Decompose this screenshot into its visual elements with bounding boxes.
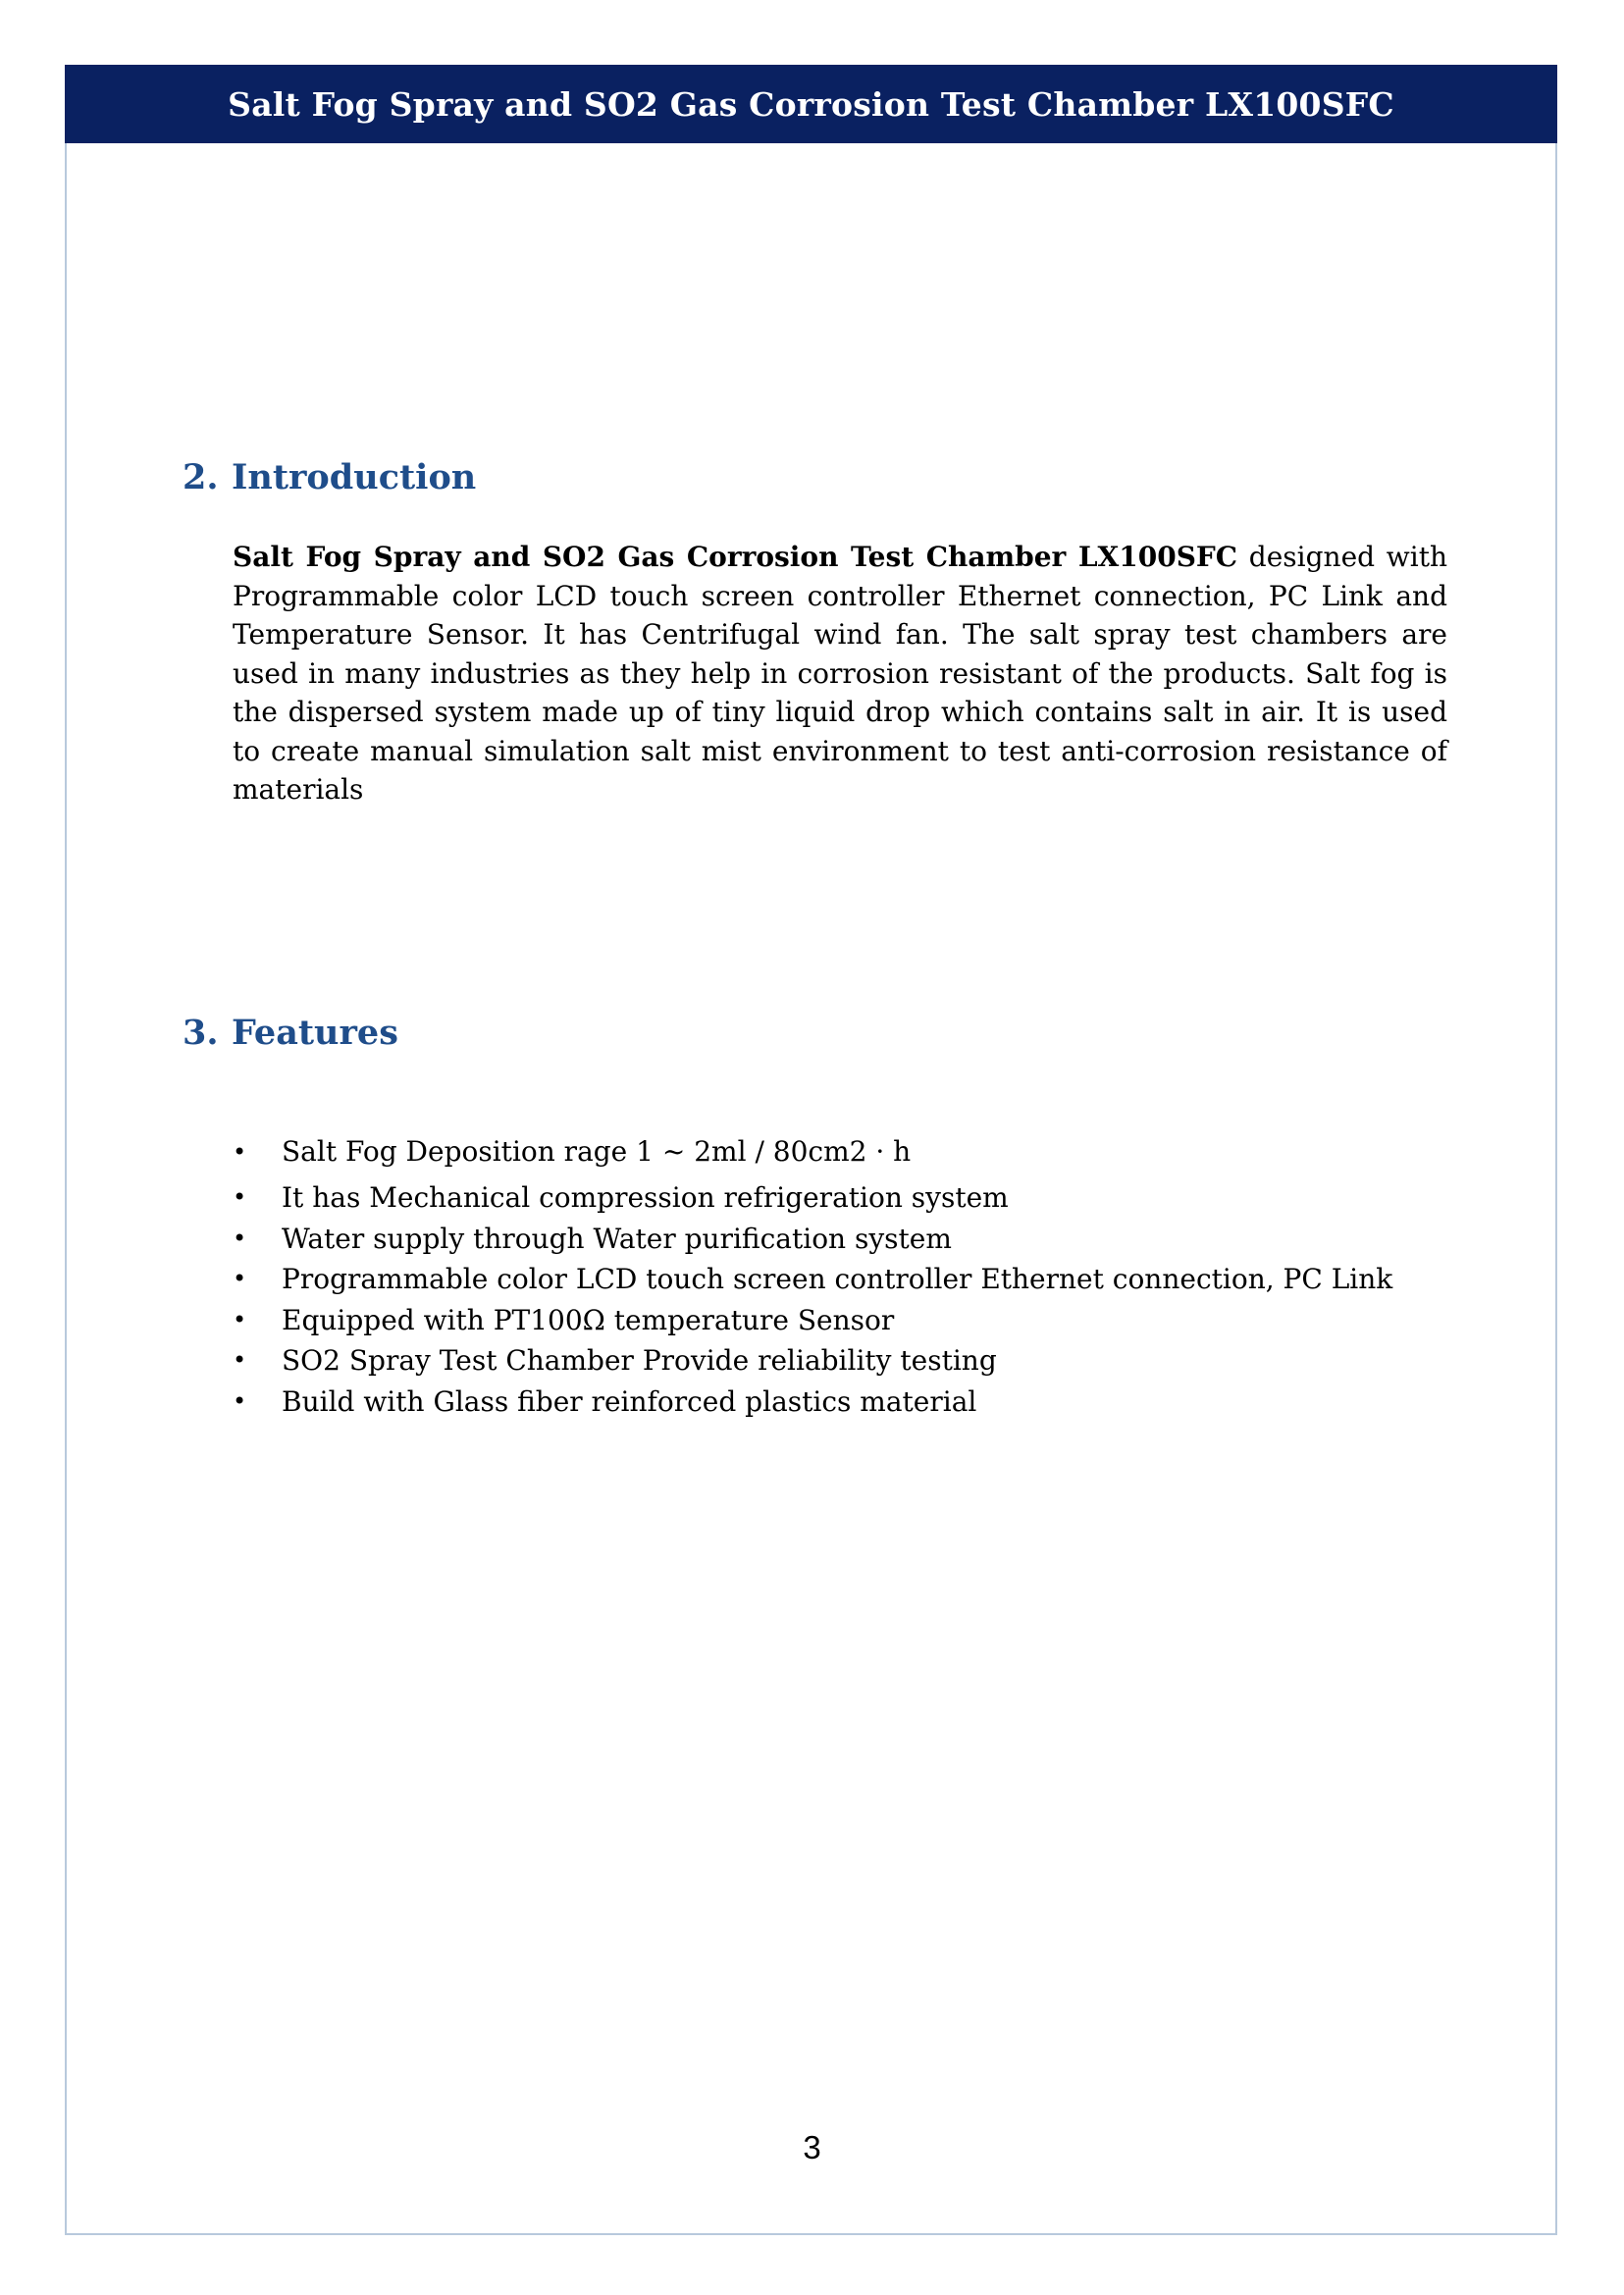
section-title: Introduction [232, 457, 477, 497]
list-item [233, 1128, 1459, 1177]
section-heading-introduction [183, 457, 476, 497]
list-item [233, 1300, 1459, 1341]
section-number: 3. [183, 1013, 219, 1053]
list-item [233, 1259, 1459, 1300]
feature-text: It has Mechanical compression refrigeration system [282, 1181, 1009, 1214]
page-number: 3 [803, 2129, 821, 2165]
introduction-lead: Salt Fog Spray and SO2 Gas Corrosion Test Chamber LX100SFC [233, 541, 1238, 573]
feature-text: Programmable color LCD touch screen controller Ethernet connection, PC Link [282, 1263, 1393, 1295]
bullet-icon: • [233, 1386, 247, 1415]
list-item [233, 1177, 1459, 1219]
bullet-icon: • [233, 1346, 247, 1374]
introduction-paragraph [233, 538, 1447, 809]
header-title: Salt Fog Spray and SO2 Gas Corrosion Test Chamber LX100SFC [228, 84, 1394, 124]
introduction-body: designed with Programmable color LCD touch screen controller Ethernet connection, PC Link and Temperature Sensor. It has Centrifugal wind fan. The salt spray test chambers are used in many industries as they help in corrosion resistant of the products. Salt fog is the dispersed system made up of tiny liquid drop which contains salt in air. It is used to create manual simulation salt mist environment to test anti-corrosion resistance of materials [233, 541, 1448, 806]
feature-text: Salt Fog Deposition rage 1 ~ 2ml / 80cm2 · h [282, 1135, 912, 1168]
bullet-icon: • [233, 1183, 247, 1211]
features-list [233, 1128, 1459, 1422]
bullet-icon: • [233, 1305, 247, 1333]
section-heading-features [183, 1013, 398, 1053]
feature-text: Equipped with PT100Ω temperature Sensor [282, 1303, 895, 1336]
feature-text: Build with Glass fiber reinforced plastics material [282, 1384, 977, 1418]
bullet-icon: • [233, 1224, 247, 1252]
feature-text: SO2 Spray Test Chamber Provide reliability testing [282, 1344, 997, 1377]
section-number: 2. [183, 457, 219, 497]
document-header [65, 65, 1557, 143]
section-title: Features [232, 1013, 398, 1053]
list-item [233, 1340, 1459, 1382]
bullet-icon: • [233, 1265, 247, 1292]
list-item [233, 1219, 1459, 1260]
feature-text: Water supply through Water purification system [282, 1222, 952, 1255]
bullet-icon: • [233, 1138, 247, 1166]
list-item [233, 1382, 1459, 1423]
